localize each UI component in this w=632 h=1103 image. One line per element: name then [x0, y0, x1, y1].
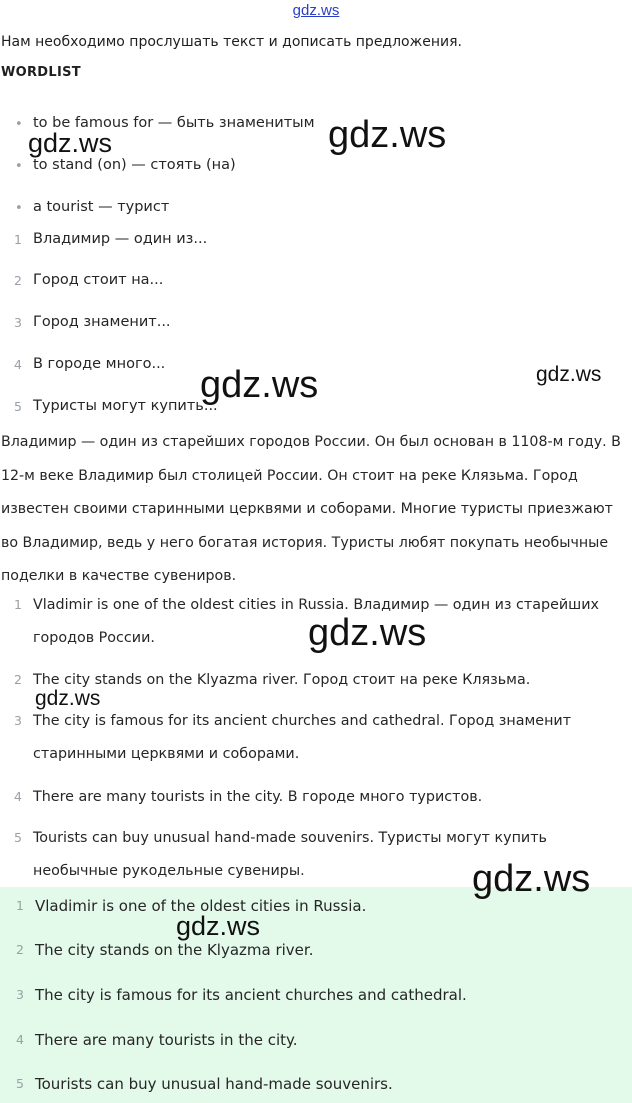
wordlist-item-text: to stand (on) — стоять (на) [33, 157, 236, 173]
translation-text: Tourists can buy unusual hand-made souvenirs. Туристы могут купить необычные рукодельные сувениры. [33, 830, 547, 879]
translation-text: The city is famous for its ancient churches and cathedral. Город знаменит старинными церквями и соборами. [33, 713, 572, 762]
item-number: 3 [14, 713, 22, 728]
item-number: 1 [16, 898, 24, 913]
answer-text: Tourists can buy unusual hand-made souvenirs. [35, 1075, 393, 1093]
watermark: gdz.ws [28, 128, 113, 158]
top-watermark-link[interactable]: gdz.ws [292, 2, 340, 19]
item-number: 5 [14, 399, 22, 414]
prompt-text: Владимир — один из... [33, 231, 208, 247]
translation-text: There are many tourists in the city. В городе много туристов. [33, 789, 483, 805]
watermark: gdz.ws [328, 114, 447, 156]
watermark: gdz.ws [308, 612, 427, 654]
answer-text: Vladimir is one of the oldest cities in Russia. [35, 897, 367, 915]
watermark: gdz.ws [472, 858, 591, 900]
item-number: 5 [14, 830, 22, 845]
translation-text: The city stands on the Klyazma river. Город стоит на реке Клязьма. [33, 672, 531, 688]
bullet-icon: • [15, 159, 23, 174]
listening-text: Владимир — один из старейших городов России. Он был основан в 1108-м году. В 12-м веке Владимир был столицей России. Он стоит на реке Клязьма. Город известен своими старинными церквями и соборами. Многие туристы приезжают во Владимир, ведь у него богатая история. Туристы любят покупать необычные поделки в качестве сувениров. [1, 434, 621, 584]
item-number: 1 [14, 232, 22, 247]
item-number: 4 [16, 1032, 24, 1047]
prompt-text: Город знаменит... [33, 314, 171, 330]
answer-box [0, 887, 632, 1103]
watermark: gdz.ws [536, 363, 602, 386]
watermark: gdz.ws [35, 687, 101, 710]
item-number: 1 [14, 597, 22, 612]
item-number: 2 [14, 672, 22, 687]
answer-text: The city is famous for its ancient churches and cathedral. [35, 986, 467, 1004]
prompt-text: Город стоит на... [33, 272, 164, 288]
task-instruction: Нам необходимо прослушать текст и дописать предложения. [1, 34, 462, 50]
wordlist-heading: WORDLIST [1, 65, 81, 80]
watermark: gdz.ws [176, 911, 261, 941]
item-number: 3 [16, 987, 24, 1002]
bullet-icon: • [15, 117, 23, 132]
answer-text: The city stands on the Klyazma river. [35, 941, 314, 959]
answer-text: There are many tourists in the city. [35, 1031, 298, 1049]
item-number: 3 [14, 315, 22, 330]
item-number: 4 [14, 789, 22, 804]
item-number: 2 [16, 942, 24, 957]
translation-text: Vladimir is one of the oldest cities in Russia. Владимир — один из старейших городов России. [33, 597, 599, 646]
item-number: 2 [14, 273, 22, 288]
item-number: 5 [16, 1076, 24, 1091]
watermark: gdz.ws [200, 364, 319, 406]
bullet-icon: • [15, 201, 23, 216]
prompt-text: В городе много... [33, 356, 166, 372]
wordlist-item-text: to be famous for — быть знаменитым [33, 115, 315, 131]
item-number: 4 [14, 357, 22, 372]
wordlist-item-text: a tourist — турист [33, 199, 170, 215]
prompt-text: Туристы могут купить... [33, 398, 218, 414]
